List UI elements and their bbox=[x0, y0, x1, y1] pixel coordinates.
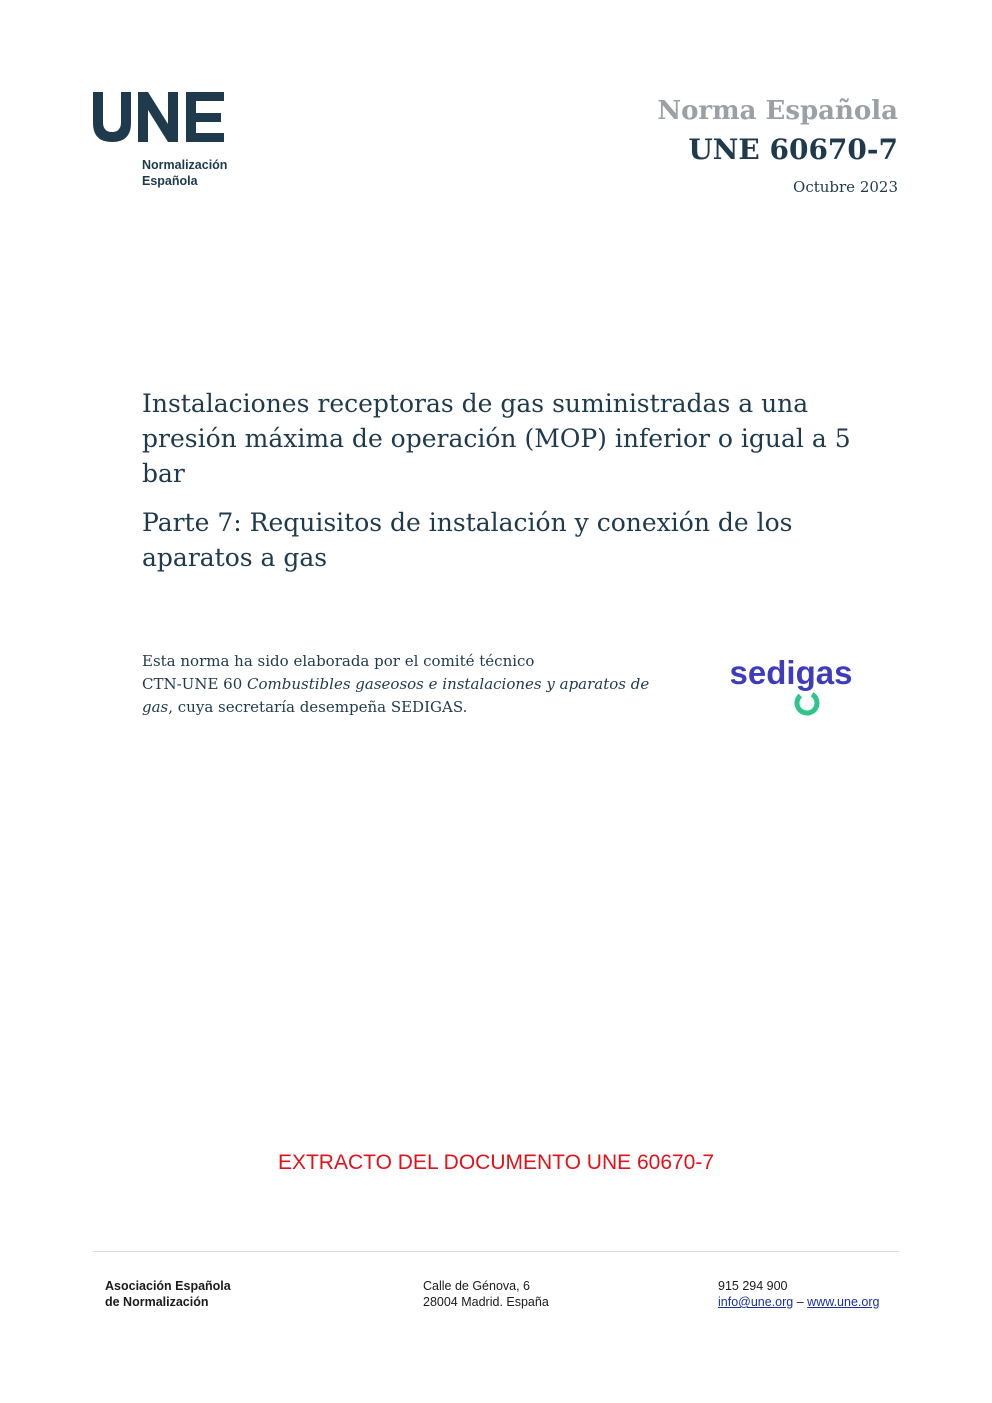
committee-intro: Esta norma ha sido elaborada por el comité técnico bbox=[142, 652, 535, 670]
committee-name: Combustibles gaseosos e instalaciones y aparatos de gas bbox=[142, 675, 650, 716]
footer-separator: – bbox=[796, 1295, 804, 1309]
committee-statement bbox=[142, 650, 662, 719]
extract-notice: EXTRACTO DEL DOCUMENTO UNE 60670-7 bbox=[277, 1151, 715, 1174]
committee-code: CTN-UNE 60 bbox=[142, 675, 243, 693]
document-title: Instalaciones receptoras de gas suministradas a una presión máxima de operación (MOP) inferior o igual a 5 bar bbox=[142, 389, 851, 488]
sedigas-ring-icon bbox=[793, 689, 820, 716]
footer-org-line1: Asociación Española bbox=[105, 1279, 231, 1293]
footer-address-line1: Calle de Génova, 6 bbox=[423, 1279, 531, 1293]
logo-subtitle-2: Española bbox=[142, 174, 198, 188]
footer-web-link[interactable]: www.une.org bbox=[807, 1295, 880, 1309]
footer-org-line2: de Normalización bbox=[105, 1295, 209, 1309]
footer-phone: 915 294 900 bbox=[718, 1279, 788, 1293]
norma-date: Octubre 2023 bbox=[793, 178, 898, 196]
footer-divider bbox=[93, 1251, 899, 1252]
footer-organization bbox=[105, 1278, 231, 1310]
norma-code: UNE 60670-7 bbox=[688, 133, 898, 166]
logo-subtitle-1: Normalización bbox=[142, 158, 228, 172]
footer-address-line2: 28004 Madrid. España bbox=[423, 1295, 549, 1309]
sedigas-logo bbox=[718, 654, 864, 720]
norma-label: Norma Española bbox=[657, 96, 898, 126]
footer-email-link[interactable]: info@une.org bbox=[718, 1295, 794, 1309]
sedigas-wordmark: sedigas bbox=[729, 654, 853, 691]
footer-contact bbox=[718, 1278, 879, 1310]
footer-address bbox=[423, 1278, 549, 1310]
une-logo bbox=[92, 90, 242, 200]
committee-tail: , cuya secretaría desempeña SEDIGAS. bbox=[168, 698, 468, 716]
document-part-title: Parte 7: Requisitos de instalación y conexión de los aparatos a gas bbox=[142, 508, 793, 572]
